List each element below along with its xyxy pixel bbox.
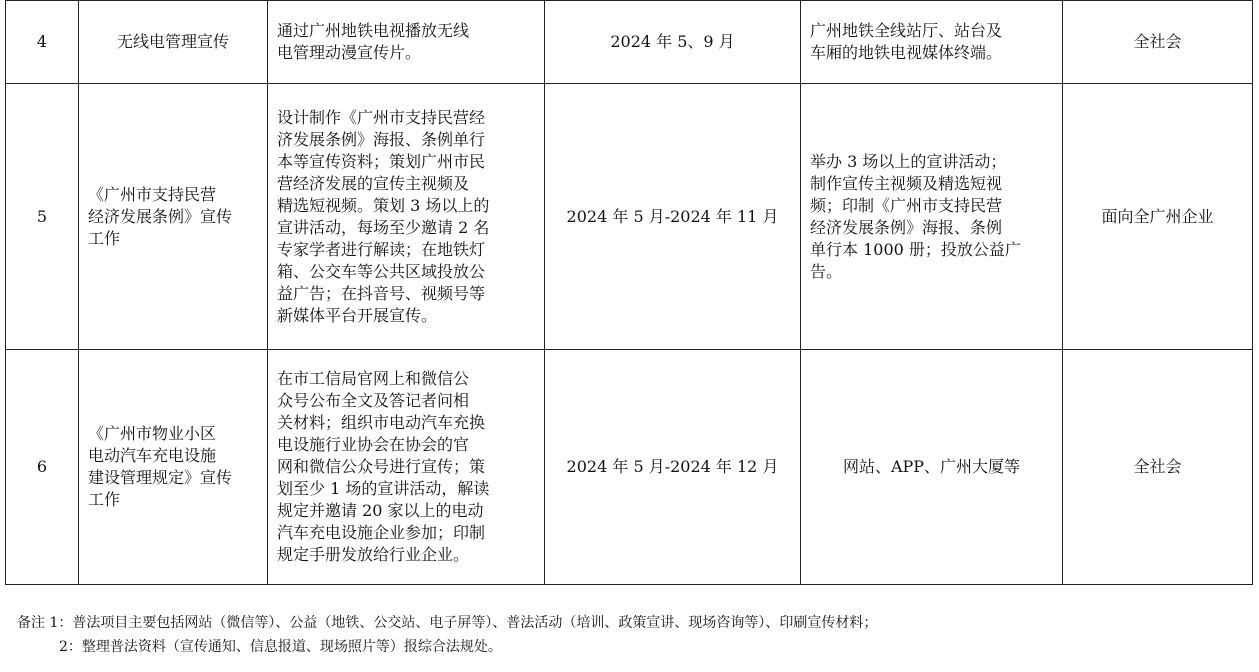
project-audience: 面向全广州企业 xyxy=(1063,84,1253,350)
row-number: 5 xyxy=(6,84,79,350)
project-name: 《广州市支持民营 经济发展条例》宣传 工作 xyxy=(79,84,268,350)
footnote-2: 2：整理普法资料（宣传通知、信息报道、现场照片等）报综合法规处。 xyxy=(59,639,502,655)
project-content: 通过广州地铁电视播放无线 电管理动漫宣传片。 xyxy=(268,1,545,84)
publicity-plan-table xyxy=(5,0,1253,585)
project-audience: 全社会 xyxy=(1063,350,1253,585)
table-row xyxy=(6,84,1253,350)
project-content: 设计制作《广州市支持民营经 济发展条例》海报、条例单行 本等宣传资料；策划广州市民 营经济发展的宣传主视频及 精选短视频。策划 3 场以上的 宣讲活动，每场至少邀请 2 名 专家学者进行解读；在地铁灯 箱、公交车等公共区域投放公 益广告；在抖音号、视频号等 新媒体平台开展宣传。 xyxy=(268,84,545,350)
row-number: 4 xyxy=(6,1,79,84)
project-time: 2024 年 5、9 月 xyxy=(545,1,801,84)
footnote-1: 备注 1：普法项目主要包括网站（微信等）、公益（地铁、公交站、电子屏等）、普法活动（培训、政策宣讲、现场咨询等）、印刷宣传材料； xyxy=(17,615,878,631)
project-channel: 广州地铁全线站厅、站台及 车厢的地铁电视媒体终端。 xyxy=(801,1,1063,84)
table-row xyxy=(6,1,1253,84)
footnotes xyxy=(17,611,877,659)
project-name: 《广州市物业小区 电动汽车充电设施 建设管理规定》宣传 工作 xyxy=(79,350,268,585)
row-number: 6 xyxy=(6,350,79,585)
project-time: 2024 年 5 月-2024 年 12 月 xyxy=(545,350,801,585)
project-content: 在市工信局官网上和微信公 众号公布全文及答记者问相 关材料；组织市电动汽车充换 电设施行业协会在协会的官 网和微信公众号进行宣传；策 划至少 1 场的宣讲活动，解读 规定并邀请 20 家以上的电动 汽车充电设施企业参加；印制 规定手册发放给行业企业。 xyxy=(268,350,545,585)
project-audience: 全社会 xyxy=(1063,1,1253,84)
project-time: 2024 年 5 月-2024 年 11 月 xyxy=(545,84,801,350)
project-name: 无线电管理宣传 xyxy=(79,1,268,84)
project-channel: 举办 3 场以上的宣讲活动； 制作宣传主视频及精选短视 频；印制《广州市支持民营 经济发展条例》海报、条例 单行本 1000 册；投放公益广 告。 xyxy=(801,84,1063,350)
table-row xyxy=(6,350,1253,585)
project-channel: 网站、APP、广州大厦等 xyxy=(801,350,1063,585)
